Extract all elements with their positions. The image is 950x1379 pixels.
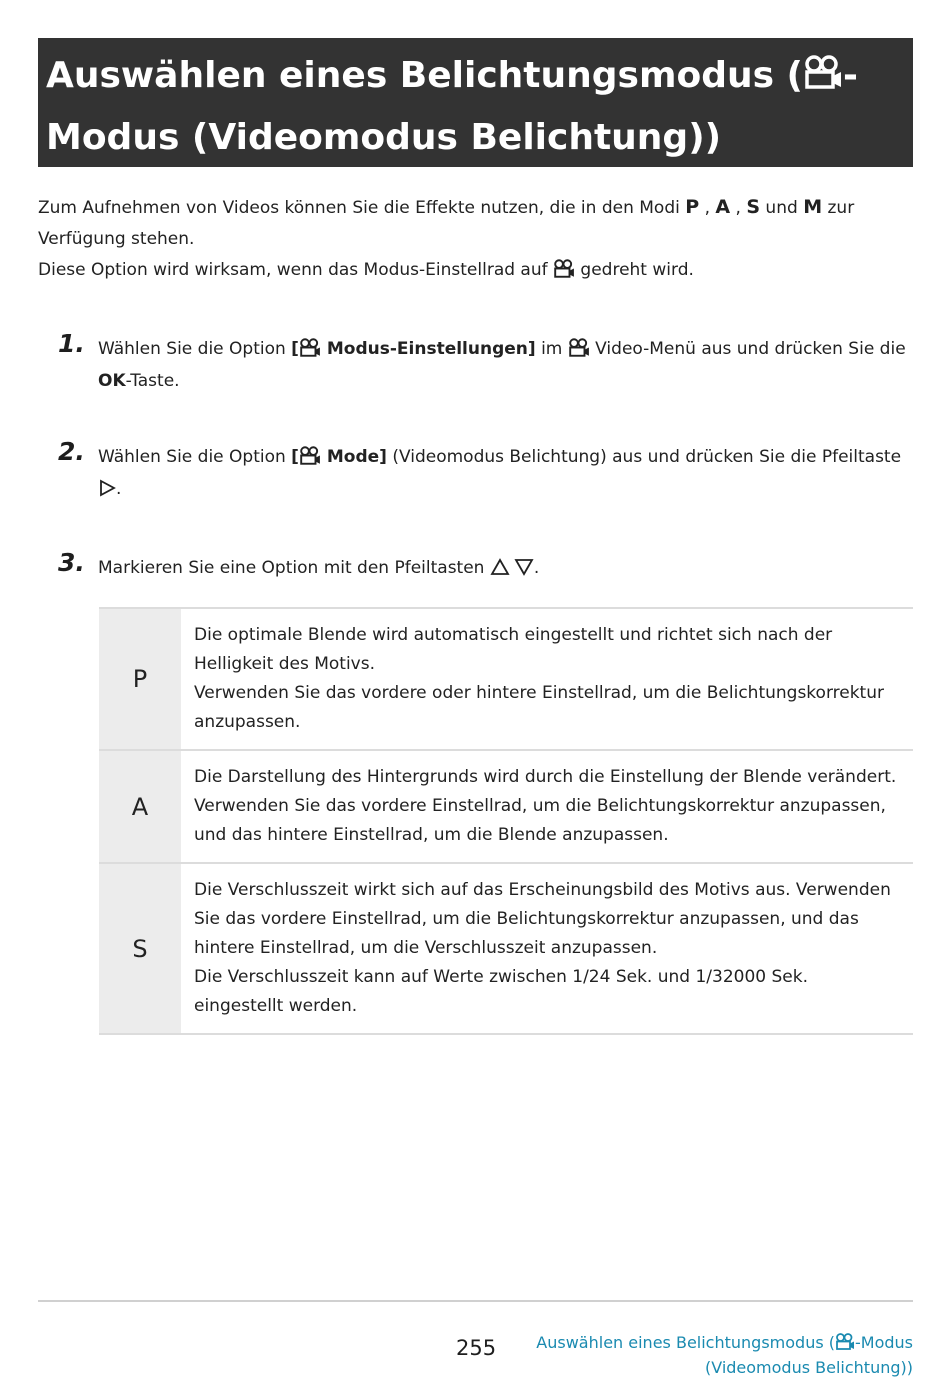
step-number: 3. <box>58 548 85 577</box>
movie-camera-icon <box>299 446 321 475</box>
mode-description-line: Die optimale Blende wird automatisch eingestellt und richtet sich nach der Helligkeit des Motivs. <box>194 625 833 674</box>
table-row <box>99 750 913 863</box>
step2-menu-item: Mode] <box>320 447 387 467</box>
intro-sep2: , <box>730 198 747 218</box>
mode-description <box>181 750 913 863</box>
footer-link-part2[interactable]: -Modus <box>855 1333 913 1352</box>
step-text <box>98 554 918 586</box>
step2-text-a: Wählen Sie die Option <box>98 447 292 467</box>
step3-text-a: Markieren Sie eine Option mit den Pfeiltasten <box>98 558 490 578</box>
step3-text-b: . <box>533 558 540 578</box>
mode-letter-s: S <box>746 196 761 218</box>
mode-description-line: Die Verschlusszeit kann auf Werte zwischen 1/24 Sek. und 1/32000 Sek. eingestellt werden. <box>194 967 809 1016</box>
movie-camera-icon <box>835 1333 855 1356</box>
mode-key-a: A <box>99 750 181 863</box>
ok-button-label: OK <box>98 371 126 391</box>
step1-text-a: Wählen Sie die Option <box>98 339 292 359</box>
page-title-part1: Auswählen eines Belichtungsmodus ( <box>46 55 804 96</box>
step-text <box>98 443 918 507</box>
mode-key-p: P <box>99 608 181 750</box>
footer-section-link[interactable] <box>493 1331 913 1379</box>
step2-bracket: [ <box>291 447 299 467</box>
arrow-down-outline-icon <box>514 557 534 586</box>
mode-letter-m: M <box>803 196 823 218</box>
movie-camera-icon <box>299 338 321 367</box>
mode-description-line: Die Verschlusszeit wirkt sich auf das Erscheinungsbild des Motivs aus. Verwenden Sie das vordere Einstellrad, um die Belichtungskorrektur anzupassen, und das hintere Einstellrad, um die Verschlusszeit anzupassen. <box>194 880 891 958</box>
mode-letter-p: P <box>685 196 700 218</box>
step1-bracket: [ <box>291 339 299 359</box>
page-number: 255 <box>456 1336 497 1360</box>
movie-camera-icon <box>568 338 590 367</box>
movie-camera-icon <box>803 48 843 108</box>
footer-link-part1[interactable]: Auswählen eines Belichtungsmodus ( <box>536 1333 835 1352</box>
step1-text-c: Video-Menü aus und drücken Sie die <box>589 339 906 359</box>
footer-divider <box>38 1300 913 1302</box>
step-text <box>98 335 918 396</box>
mode-description-line: Verwenden Sie das vordere oder hintere Einstellrad, um die Belichtungskorrektur anzupassen. <box>194 683 884 732</box>
mode-description-line: Die Darstellung des Hintergrunds wird durch die Einstellung der Blende verändert. Verwenden Sie das vordere Einstellrad, um die Belichtungskorrektur anzupassen, und das hintere Einstellrad, um die Blende anzupassen. <box>194 767 897 845</box>
table-row <box>99 863 913 1034</box>
intro-sep1: , <box>699 198 716 218</box>
step-number: 2. <box>58 437 85 466</box>
mode-table <box>99 607 913 1035</box>
page-title-part2: - <box>843 55 858 96</box>
step1-text-d: -Taste. <box>125 371 180 391</box>
step1-menu-item: Modus-Einstellungen] <box>320 339 536 359</box>
footer-link-part3[interactable]: (Videomodus Belichtung)) <box>704 1358 913 1377</box>
mode-letter-a: A <box>715 196 731 218</box>
step2-text-c: . <box>116 479 122 499</box>
mode-description <box>181 863 913 1034</box>
arrow-up-outline-icon <box>490 557 510 586</box>
intro-und: und <box>760 198 804 218</box>
mode-key-s: S <box>99 863 181 1034</box>
page-title-part3: Modus (Videomodus Belichtung)) <box>46 117 722 158</box>
arrow-right-outline-icon <box>98 478 116 507</box>
movie-camera-icon <box>553 258 575 289</box>
step1-text-b: im <box>535 339 568 359</box>
mode-description <box>181 608 913 750</box>
intro-line2-a: Diese Option wird wirksam, wenn das Modus-Einstellrad auf <box>38 260 554 280</box>
intro-text <box>38 192 913 289</box>
step2-text-b: (Videomodus Belichtung) aus und drücken Sie die Pfeiltaste <box>386 447 902 467</box>
intro-line2-b: gedreht wird. <box>575 260 694 280</box>
table-row <box>99 608 913 750</box>
intro-line1-b: zur Verfügung stehen. <box>38 198 855 249</box>
step-number: 1. <box>58 329 85 358</box>
page-title <box>38 38 913 167</box>
intro-line1-a: Zum Aufnehmen von Videos können Sie die Effekte nutzen, die in den Modi <box>38 198 686 218</box>
